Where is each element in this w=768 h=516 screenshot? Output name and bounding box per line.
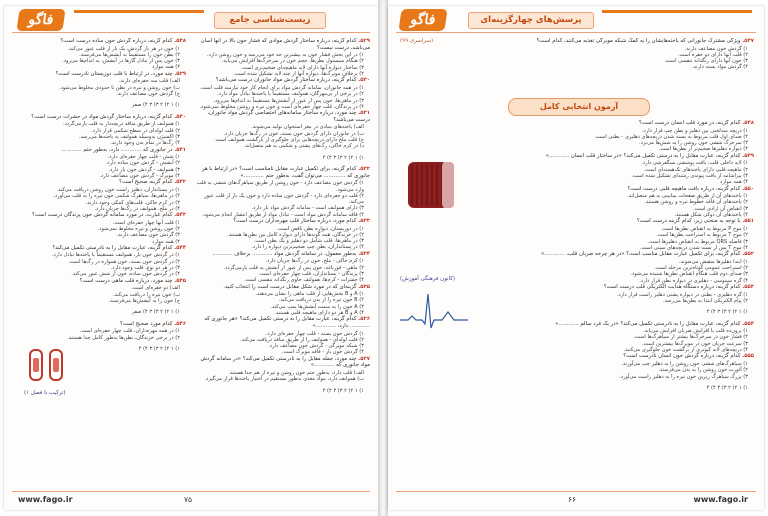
answer-option: ۱) شش - قلب چهار حفره‌ای دارد. xyxy=(107,154,180,161)
figure-caption: (ترکیب با فصل ۱) xyxy=(24,390,66,396)
answer-option: ۴) همه موارد xyxy=(152,64,180,71)
right-page xyxy=(388,6,764,510)
answer-option: ۱) برون‌ده قلب با افزایش ضربان افزایش می‌یابد. xyxy=(642,328,748,335)
question-text xyxy=(194,218,370,225)
question-number: ۵۳۷. xyxy=(356,355,370,362)
answer-option: ج) گردش خون مضاعف دارند. xyxy=(116,90,180,97)
answer-option: ۴) رگ‌ها در تمام بدن وجود دارند. xyxy=(110,140,180,147)
answer-option: ۲) B خون تیره را از بدن دریافت می‌کند. xyxy=(278,297,364,304)
answer-option: ۱) یاخته‌های آن از طریق صفحات بینابینی به هم متصل‌اند. xyxy=(627,193,748,200)
answer-option: الف) قلب دارد، به‌طور حتم خون روشن و تیره از هم جدا هستند. xyxy=(228,369,364,376)
answer-option: ۱) در این بخش فشار خون به بیشترین حد خود می‌رسد و خون روشن دارد. xyxy=(206,52,364,59)
answer-choices-row: ۱) ۱ ۲) ۲ ۳) ۳ ۴) ۴ xyxy=(706,309,748,316)
question-text xyxy=(468,251,754,258)
answer-option: ۴) فاقد سامانه گردش مواد است - تبادل مواد از طریق انتشار انجام می‌شود. xyxy=(202,211,364,218)
answer-option: ۴) برخلاف مویرگ‌ها، دیواره آنها از چند لایه تشکیل شده است. xyxy=(233,71,364,78)
question-text xyxy=(468,218,754,225)
answer-option: ۲) در خزندگان، همه گونه‌ها دارای دیواره کامل بین بطن‌ها هستند. xyxy=(227,231,364,238)
question-body: کدام عبارت، در مورد سامانه گردش خون پرندگان درست است؟ xyxy=(32,212,173,219)
question-number: ۵۴۹. xyxy=(740,152,754,159)
question-text xyxy=(14,114,186,121)
question-body: کدام گزینه، عبارت مقابل را به درستی تکمیل می‌کند؟ «هر جانوری که ............ دارد، ............» xyxy=(204,316,370,329)
question-number: ۵۲۹. xyxy=(356,38,370,44)
page-number: ۷۵ xyxy=(184,495,193,504)
answer-option: ۲) در برخی خزندگان، بطن‌ها به‌طور کامل جدا هستند. xyxy=(67,334,180,341)
heart-chamber-figure xyxy=(26,346,70,388)
source-tag: (سراسری ۹۹) xyxy=(400,38,434,44)
answer-option: ۱) قلب آنها چهار حفره‌ای است. xyxy=(112,219,180,226)
question-body: به‌طور معمول، در سامانه گردش مواد ............ برخلاف ............ xyxy=(212,250,357,257)
question-text xyxy=(14,212,186,219)
cardiac-muscle-figure xyxy=(402,156,460,214)
answer-option: ۴) مویرگ - گردش خون مضاعف دارد. xyxy=(99,173,180,180)
question-number: ۵۳۴. xyxy=(356,250,370,257)
answer-option: ۱) لایه داخلی قلب، بافت پوششی سنگفرشی دارد. xyxy=(641,160,748,167)
answer-option: ۴) در گردش خون ساده، خون از شش عبور می‌کند. xyxy=(71,271,180,278)
answer-option: ۱) خون در هر بار گردش، یک بار از قلب عبور می‌کند. xyxy=(67,45,180,52)
answer-option: ۲) استراحت عمومی کوتاه‌ترین مرحله است. xyxy=(654,265,748,272)
answer-choices-row: ۱) ۱ ۲) ۲ ۳) ۳ ۴) ۴ xyxy=(322,387,364,394)
answer-choices-row: ۱) ۱ ۲) ۲ ۳) ۳ ۴) صفر xyxy=(131,102,180,109)
answer-option: ۳) سرعت جریان خون در مویرگ‌ها بیشترین است. xyxy=(642,340,748,347)
question-body: با توجه به منحنی زیر، کدام گزینه درست است؟ xyxy=(636,218,741,225)
right-page-main-column xyxy=(468,120,754,488)
answer-option: ۱) ابتدا دهلیزها منقبض می‌شوند. xyxy=(678,258,748,265)
answer-option: ۲) ماهیچه قلبی دارای یاخته‌های تک‌هسته‌ای است. xyxy=(643,166,748,173)
question-number: ۵۴۵. xyxy=(172,277,186,284)
answer-option: ۲) یاخته‌های آن فاقد خطوط تیره و روشن هستند. xyxy=(644,199,748,206)
answer-option: ۳) خون آنها دارای رنگدانه تنفسی است. xyxy=(664,58,748,65)
answer-option: ۲) در برخی از بی‌مهرگان، همولنف مستقیماً با یاخته‌ها تبادل مواد دارد. xyxy=(217,91,364,98)
question-text xyxy=(194,356,370,369)
answer-option: ۱) گردش خون مضاعف دارد - خون روشن از طریق سیاهرگ‌های ششی به قلب وارد می‌شود. xyxy=(196,180,364,193)
answer-choices-row: ۱) ۱ ۲) ۲ ۳) ۳ ۴) ۴ xyxy=(138,345,180,352)
answer-option: ۲) در ماهی‌ها، سیاهرگ شکمی خون تیره را به قلب می‌آورد. xyxy=(53,193,180,200)
question-text xyxy=(194,316,370,329)
answer-option: ۳) همولنف - گردش خون باز دارد. xyxy=(108,166,180,173)
header-stripe xyxy=(602,10,752,13)
question-number: ۵۵۲. xyxy=(740,251,754,258)
left-page-title: زیست‌شناسی جامع xyxy=(214,12,326,29)
answer-choices-row: ۱) ۱ ۲) ۲ ۳) ۳ ۴) صفر xyxy=(131,309,180,316)
question-body: کدام گزینه، عبارت مقابل را به نادرستی تکمیل می‌کند؟ «در یک فرد سالم ............» xyxy=(555,320,741,327)
answer-option: ۴) یاخته‌های آن دوکی شکل هستند. xyxy=(674,212,748,219)
footer-url[interactable]: www.fago.ir xyxy=(18,495,73,504)
question-text xyxy=(14,321,186,328)
left-page-left-column xyxy=(14,38,186,486)
right-page-title: پرسش‌های چهارگزینه‌ای xyxy=(468,12,594,29)
question-number: ۵۳۲. xyxy=(356,166,370,173)
answer-option: ۲) هنگام سیستول بطن‌ها، حجم خون در سرخرگ‌ها افزایش می‌یابد. xyxy=(221,58,364,65)
question-body: کدام مورد، درباره ساختار قلب مهره‌داران درست است؟ xyxy=(233,217,357,224)
answer-option: ۲) فشار خون در سرخرگ‌ها بیشتر از سیاهرگ‌ها است. xyxy=(633,334,748,341)
answer-option: ب) در جانوران دارای گردش خون بسته، خون در رگ‌ها جریان دارد. xyxy=(223,130,364,137)
header-divider xyxy=(12,32,370,33)
answer-option: ۴) گردش خون باز - فاقد مویرگ است. xyxy=(281,349,364,356)
answer-option: ب) همولنف دارد، مواد مغذی به‌طور مستقیم در اختیار یاخته‌ها قرار می‌گیرد. xyxy=(204,376,364,383)
answer-option: ۳) در ماهی‌ها، خون پس از عبور از آبشش‌ها مستقیماً به اندام‌ها می‌رود. xyxy=(213,97,364,104)
answer-option: ۱) همولنف از طریق منافذ دریچه‌دار به قلب بازمی‌گردد. xyxy=(62,121,180,128)
question-text xyxy=(468,120,754,127)
question-number: ۵۵۳. xyxy=(740,283,754,290)
answer-option: ۲) ماهی - قورباغه، خون پس از عبور از آبشش به قلب بازمی‌گردد. xyxy=(223,264,364,271)
question-body: چند مورد، درباره ساختار سامانه‌های اختصاصی گردش مواد جانوران، درست می‌باشد؟ xyxy=(207,110,370,123)
answer-option: ۳) صدای دوم قلب هنگام انقباض بطن‌ها شنیده می‌شود. xyxy=(630,271,748,278)
answer-option: ۲) پیام الکتریکی ابتدا به بطن‌ها می‌رسد. xyxy=(662,297,748,304)
answer-option: ۲) موج T مربوط به استراحت بطن‌ها است. xyxy=(656,232,748,239)
answer-option: ۱) کرم خاکی - ملخ، خون در رگ‌ها جریان دارد. xyxy=(265,258,364,265)
ecg-wave-figure xyxy=(398,288,470,334)
answer-option: ۱) دریچه سه‌لختی بین دهلیز و بطن چپ قرار دارد. xyxy=(641,127,748,134)
answer-choices-row: ۱) ۱ ۲) ۲ ۳) ۳ ۴) ۴ xyxy=(322,154,364,161)
question-text xyxy=(14,179,186,186)
answer-option: ج) خون را به آبشش‌ها می‌فرستد. xyxy=(108,297,180,304)
answer-option: ۱) در گردش خون باز، همولنف مستقیماً با یاخته‌ها تبادل دارد. xyxy=(51,252,180,259)
question-body: کدام گزینه، درباره ساختار گردش مواد در حشرات درست است؟ xyxy=(31,113,173,120)
question-number: ۵۵۰. xyxy=(740,185,754,192)
answer-option: ۳) انقباض آن ارادی است. xyxy=(693,205,748,212)
question-text xyxy=(194,166,370,179)
question-text xyxy=(194,77,370,84)
answer-option: ۳) بزرگ سیاهرگ زیرین خون تیره را به دهلیز راست می‌آورد. xyxy=(619,373,748,380)
answer-option: ۴) موج T پس از بسته شدن دریچه‌های سینی است. xyxy=(639,244,748,251)
question-number: ۵۵۵. xyxy=(740,353,754,360)
question-body: کدام گزینه، در مورد قلب انسان درست است؟ xyxy=(638,120,741,126)
answer-option: ۴) همه موارد xyxy=(720,179,748,186)
question-text xyxy=(194,110,370,123)
answer-option: الف) یاخته‌های بنیادی در مغز استخوان تولید می‌شوند. xyxy=(251,124,364,131)
question-body: کدام گزینه، درباره بافت ماهیچه قلبی درست است؟ xyxy=(627,185,741,192)
question-body: ویژگی مشترک جانورانی که یاخته‌هایشان را به کمک شبکه مویرگی تغذیه می‌کنند، کدام است؟ xyxy=(536,38,741,44)
question-text xyxy=(468,353,754,360)
question-number: ۵۳۰. xyxy=(356,77,370,84)
question-number: ۵۳۳. xyxy=(356,217,370,224)
answer-option: ۳) در هر دو نوع، قلب وجود دارد. xyxy=(110,265,180,272)
question-number: ۵۳۱. xyxy=(356,110,370,117)
question-number: ۵۴۶. xyxy=(172,320,186,327)
question-body: چند مورد، درباره قلب ماهی درست است؟ xyxy=(79,277,173,284)
question-text xyxy=(194,251,370,258)
question-number: ۵۴۰. xyxy=(172,113,186,120)
question-number: ۵۴۲. xyxy=(172,179,186,186)
question-body: کدام مورد صحیح است؟ xyxy=(119,320,173,327)
question-number: ۵۳۵. xyxy=(356,283,370,290)
answer-option: ۳) دارای همولنف است - سامانه گردش مواد باز دارد. xyxy=(251,205,364,212)
answer-option: ۲) بطن خون را مستقیماً به آبشش‌ها می‌فرستد. xyxy=(79,51,180,58)
answer-choices-row: ۱) ۱ ۲) ۲ ۳) ۳ ۴) ۴ xyxy=(706,384,748,391)
answer-option: ۱) در همه مهره‌داران، قلب چهار حفره‌ای است. xyxy=(79,328,180,335)
footer-divider xyxy=(396,491,756,492)
question-text xyxy=(14,38,186,45)
answer-option: ۱) گردش خون مضاعف دارند. xyxy=(684,45,748,52)
answer-option: ۱) در دوزیستان، دیواره بطن ناقص است. xyxy=(276,225,364,232)
publisher-logo: فاگو xyxy=(398,9,447,31)
answer-option: ۱) گره دهلیزی - بطنی در دیواره پشتی دهلیز راست قرار دارد. xyxy=(616,291,748,298)
footer-url[interactable]: www.fago.ir xyxy=(693,495,748,504)
question-number: ۵۴۴. xyxy=(172,244,186,251)
answer-option: ۴) حشرات - کرم‌ها، همولنف حاوی رنگدانه تنفسی است. xyxy=(244,277,364,284)
answer-option: ۱) گردش خون بسته - قلب چهار حفره‌ای دارد. xyxy=(265,330,364,337)
answer-option: ۴) دیواره دهلیزها ضخیم‌تر از بطن‌ها است. xyxy=(658,146,748,153)
question-body: کدام گزینه، برای تکمیل عبارت مقابل نامناسب است؟ «در ارتباط با هر جانوری که ............. می‌توان گفت، به‌طور حتم ............» xyxy=(201,166,370,179)
section-title: آزمون انتخابی کامل xyxy=(508,98,650,116)
answer-option: ۳) پرندگان - پستانداران، قلب چهار حفره‌ای است. xyxy=(258,270,364,277)
answer-option: ۲) آئورت خون روشن را به بدن می‌فرستد. xyxy=(658,367,748,374)
answer-option: ۲) قلب آنها دارای دو حفره است. xyxy=(677,51,748,58)
left-page-right-column xyxy=(194,38,370,486)
question-number: ۵۵۱. xyxy=(740,218,754,225)
question-number: ۵۳۹. xyxy=(172,70,186,77)
page-number: ۶۶ xyxy=(568,495,577,504)
question-text xyxy=(194,284,370,291)
question-text xyxy=(400,38,754,45)
header-divider xyxy=(396,32,756,33)
question-number: ۵۵۴. xyxy=(740,320,754,327)
question-text xyxy=(14,71,186,78)
answer-option: ۱) در همه جانوران، سامانه گردش مواد برای انجام کار خود نیازمند قلب است. xyxy=(199,84,364,91)
answer-option: د) در کرم خاکی، رگ‌های پشتی و شکمی به هم متصل‌اند. xyxy=(243,143,364,150)
footer-divider xyxy=(12,491,370,492)
question-body: کدام گزینه، برای تکمیل عبارت مقابل مناسب است؟ «در هر چرخه ضربان قلب، ............» xyxy=(540,251,741,258)
answer-option: ۳) ساختار دیواره آنها دارای لایه ماهیچه‌ای ضخیم‌تری است. xyxy=(240,64,364,71)
question-body: چند مورد، در ارتباط با قلب دوزیستان نادرست است؟ xyxy=(55,70,173,77)
question-body: در جانوری که ............ دارد، به‌طور حتم ............ xyxy=(61,146,173,153)
answer-option: ۴) در ملخ، همولنف در رگ‌ها جریان دارد. xyxy=(94,205,180,212)
question-number: ۵۳۶. xyxy=(356,316,370,323)
question-number: ۵۴۷. xyxy=(740,38,754,44)
answer-option: ۴) در پستانداران، بطن چپ ضخیم‌ترین دیواره را دارد. xyxy=(251,244,364,251)
question-text xyxy=(468,321,754,328)
answer-option: الف) قلب سه حفره‌ای دارند. xyxy=(118,78,180,85)
question-text xyxy=(468,284,754,291)
answer-option: ب) خون روشن و تیره در بطن تا حدودی مخلوط می‌شود. xyxy=(59,84,180,91)
question-body: کدام گزینه، عبارت مقابل را به نادرستی تکمیل می‌کند؟ xyxy=(52,244,173,251)
answer-option: ۳) شبکه مویرگی - گردش خون مضاعف دارد. xyxy=(268,343,364,350)
right-page-top-block xyxy=(400,38,754,94)
question-text xyxy=(194,38,370,51)
answer-option: ۴) A و B هر دو دارای ماهیچه قلبی هستند. xyxy=(274,310,364,317)
answer-option: ۴) همه موارد xyxy=(152,238,180,245)
answer-option: ۳) A خون را به سمت آبشش‌ها پمپ می‌کند. xyxy=(270,303,364,310)
question-text xyxy=(14,278,186,285)
answer-option: ۳) گردش خون مضاعف دارند. xyxy=(116,232,180,239)
answer-option: ۱) موج P مربوط به انقباض بطن‌ها است. xyxy=(661,225,748,232)
answer-option: ۲) خون روشن و تیره مخلوط نمی‌شود. xyxy=(97,225,180,232)
answer-option: ۳) اکسیژن به‌وسیله همولنف به یاخته‌ها می‌رسد. xyxy=(78,133,180,140)
left-page xyxy=(4,6,378,510)
answer-option: ۴) گره سینوسی - دهلیزی در دیواره بطن قرار دارد. xyxy=(639,277,748,284)
question-body: کدام گزینه، درباره ساختار گردش مواد جانوران درست می‌باشد؟ xyxy=(215,77,357,84)
header-stripe xyxy=(74,10,204,13)
answer-option: ۳) فاصله QRS مربوط به انقباض دهلیزها است. xyxy=(647,238,748,245)
question-text xyxy=(14,245,186,252)
question-body: کدام گزینه، عبارت مقابل را به درستی تکمیل می‌کند؟ «در ساختار قلب انسان ............» xyxy=(545,152,741,159)
question-body: کدام گزینه، درباره ساختار گردش موادی که فشار خون بالا در آنها آسان می‌باشد، درست نیست؟ xyxy=(200,38,370,51)
answer-option: ۲) قلب دو حفره‌ای دارد - گردش خون ساده دارد و خون یک بار از قلب عبور می‌کند. xyxy=(204,192,364,206)
question-body: کدام گزینه صحیح است؟ xyxy=(119,179,173,186)
question-number: ۵۳۸. xyxy=(172,38,186,44)
question-text xyxy=(468,153,754,160)
question-body: کدام گزینه، درباره گردش خون ساده درست است؟ xyxy=(60,38,173,44)
publisher-logo: فاگو xyxy=(16,9,65,31)
question-number: ۵۴۳. xyxy=(172,212,186,219)
question-text xyxy=(468,186,754,193)
answer-option: ۴) دریچه‌های لانه کبوتری از برگشت خون جلوگیری می‌کنند. xyxy=(623,347,748,354)
answer-option: ۳) خون پس از تبادل گازها در آبشش، به اندام‌ها می‌رود. xyxy=(62,58,180,65)
question-number: ۵۴۱. xyxy=(172,146,186,153)
answer-option: ب) خون تیره را دریافت می‌کند. xyxy=(112,291,180,298)
answer-option: ج) قلب ملخ دارای دریچه‌هایی برای جلوگیری از بازگشت همولنف است. xyxy=(214,136,364,143)
answer-option: ۱) سیاهرگ‌های ششی خون روشن را به دهلیز چپ می‌آورند. xyxy=(621,360,748,367)
answer-option: ۲) در گردش خون بسته، خون همواره در رگ‌ها است. xyxy=(68,258,180,265)
question-body: چند مورد، جمله مقابل را به نادرستی تکمیل می‌کند؟ «در سامانه گردش مواد جانوری که ............» xyxy=(200,355,370,369)
answer-option: ۳) پیراشامه از بافت پیوندی رشته‌ای تشکیل شده است. xyxy=(631,172,748,179)
answer-option: ۱) A و B بخش‌هایی از قلب ماهی را نشان می‌دهند. xyxy=(255,291,364,298)
question-body: کدام گزینه، درباره گردش خون انسان نادرست است؟ xyxy=(623,353,741,360)
question-body: کدام گزینه، درباره دستگاه هدایت الکتریکی قلب درست است؟ xyxy=(603,283,741,290)
question-number: ۵۴۸. xyxy=(740,120,754,126)
answer-option: ۲) قلب لوله‌ای - همولنف را از طریق منافذ دریافت می‌کند. xyxy=(240,336,364,343)
answer-option: ۳) در ماهی‌ها، قلب شامل دو دهلیز و یک بطن است. xyxy=(253,238,364,245)
answer-option: ۱) در پستانداران، دهلیز راست خون روشن دریافت می‌کند. xyxy=(56,186,180,193)
figure-caption: (کانون فرهنگی آموزش) xyxy=(400,276,456,282)
question-text xyxy=(14,147,186,154)
answer-option: ۳) در کرم خاکی، قلب‌های کمکی وجود دارند. xyxy=(85,199,180,206)
answer-option: ۲) صدای اول قلب مربوط به بسته شدن دریچه‌های دهلیزی - بطنی است. xyxy=(594,133,748,140)
answer-option: الف) دو حفره‌ای است. xyxy=(131,285,180,292)
answer-option: ۲) آبشش - گردش خون ساده دارد. xyxy=(105,160,180,167)
answer-option: ۴) گردش مواد بسته دارند. xyxy=(691,64,748,71)
answer-option: ۳) سرخرگ ششی خون روشن را به شش‌ها می‌برد. xyxy=(638,140,748,147)
answer-option: ۲) قلب لوله‌ای در سطح شکمی قرار دارد. xyxy=(91,127,180,134)
book-gutter xyxy=(378,0,388,516)
question-body: گزینه‌ای که در مورد شکل مقابل درست است را انتخاب کنید. xyxy=(223,283,357,290)
answer-option: ۴) در پرندگان، قلب چهار حفره‌ای است و خون تیره و روشن مخلوط نمی‌شود. xyxy=(199,103,364,110)
